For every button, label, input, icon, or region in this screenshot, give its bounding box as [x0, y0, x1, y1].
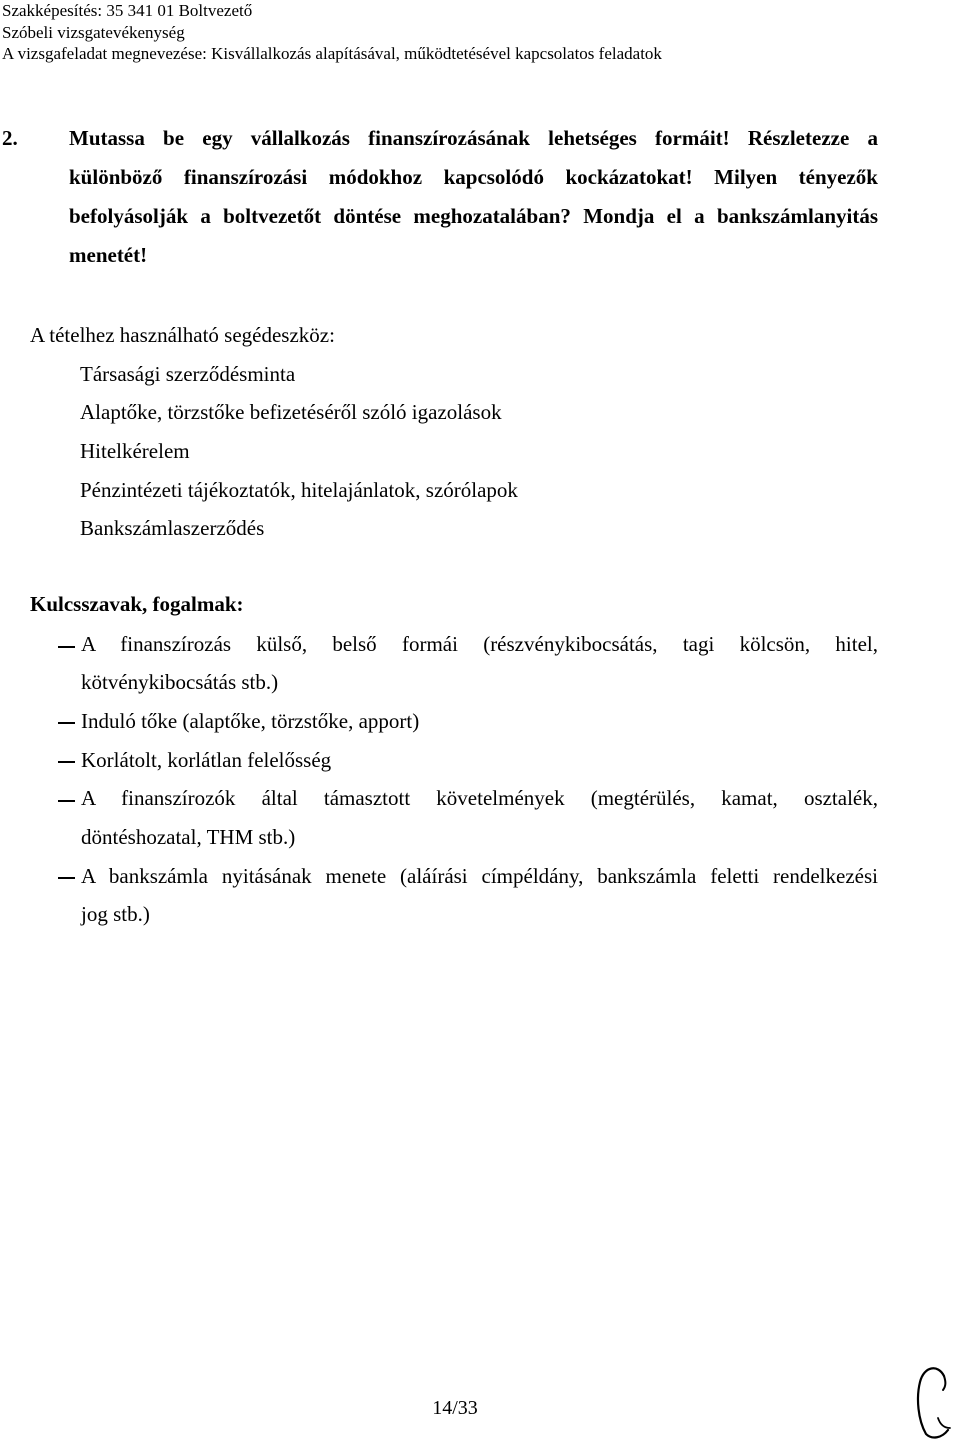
keyword-item-line: döntéshozatal, THM stb.) [81, 825, 296, 849]
keyword-item-line: kötvénykibocsátás stb.) [81, 670, 279, 694]
exam-activity-line: Szóbeli vizsgatevékenység [2, 22, 185, 42]
keyword-item-line: A finanszírozók által támasztott követelmények (megtérülés, kamat, osztalék, [81, 786, 878, 810]
aid-item: Alaptőke, törzstőke befizetéséről szóló igazolások [80, 400, 502, 424]
dash-bullet [58, 800, 75, 802]
aids-title: A tételhez használható segédeszköz: [30, 323, 335, 347]
aid-item: Társasági szerződésminta [80, 362, 296, 386]
dash-bullet [58, 877, 75, 879]
question-number: 2. [2, 126, 18, 150]
keywords-title: Kulcsszavak, fogalmak: [30, 592, 244, 616]
question-line: menetét! [69, 243, 148, 267]
keyword-item-line: A finanszírozás külső, belső formái (részvénykibocsátás, tagi kölcsön, hitel, [81, 632, 878, 656]
aid-item: Hitelkérelem [80, 439, 190, 463]
aid-item: Bankszámlaszerződés [80, 516, 265, 540]
dash-bullet [58, 722, 75, 724]
page-number: 14/33 [432, 1397, 478, 1419]
document-header [2, 0, 662, 65]
dash-bullet [58, 761, 75, 763]
dash-bullet [58, 646, 75, 648]
handwritten-signature [908, 1358, 956, 1442]
task-name-line: A vizsgafeladat megnevezése: Kisvállalkozás alapításával, működtetésével kapcsolatos feladatok [2, 44, 662, 63]
question-line: befolyásolják a boltvezetőt döntése meghozatalában? Mondja el a bankszámlanyitás [69, 204, 878, 228]
aid-item: Pénzintézeti tájékoztatók, hitelajánlatok, szórólapok [80, 478, 518, 502]
question-line: Mutassa be egy vállalkozás finanszírozásának lehetséges formáit! Részletezze a [69, 126, 878, 150]
keyword-item-line: A bankszámla nyitásának menete (aláírási címpéldány, bankszámla feletti rendelkezési [81, 864, 878, 888]
keyword-item-line: Induló tőke (alaptőke, törzstőke, apport) [81, 709, 420, 733]
keyword-item-line: jog stb.) [81, 902, 150, 926]
question-line: különböző finanszírozási módokhoz kapcsolódó kockázatokat! Milyen tényezők [69, 165, 878, 189]
keyword-item-line: Korlátolt, korlátlan felelősség [81, 748, 332, 772]
qualification-line: Szakképesítés: 35 341 01 Boltvezető [2, 1, 253, 20]
